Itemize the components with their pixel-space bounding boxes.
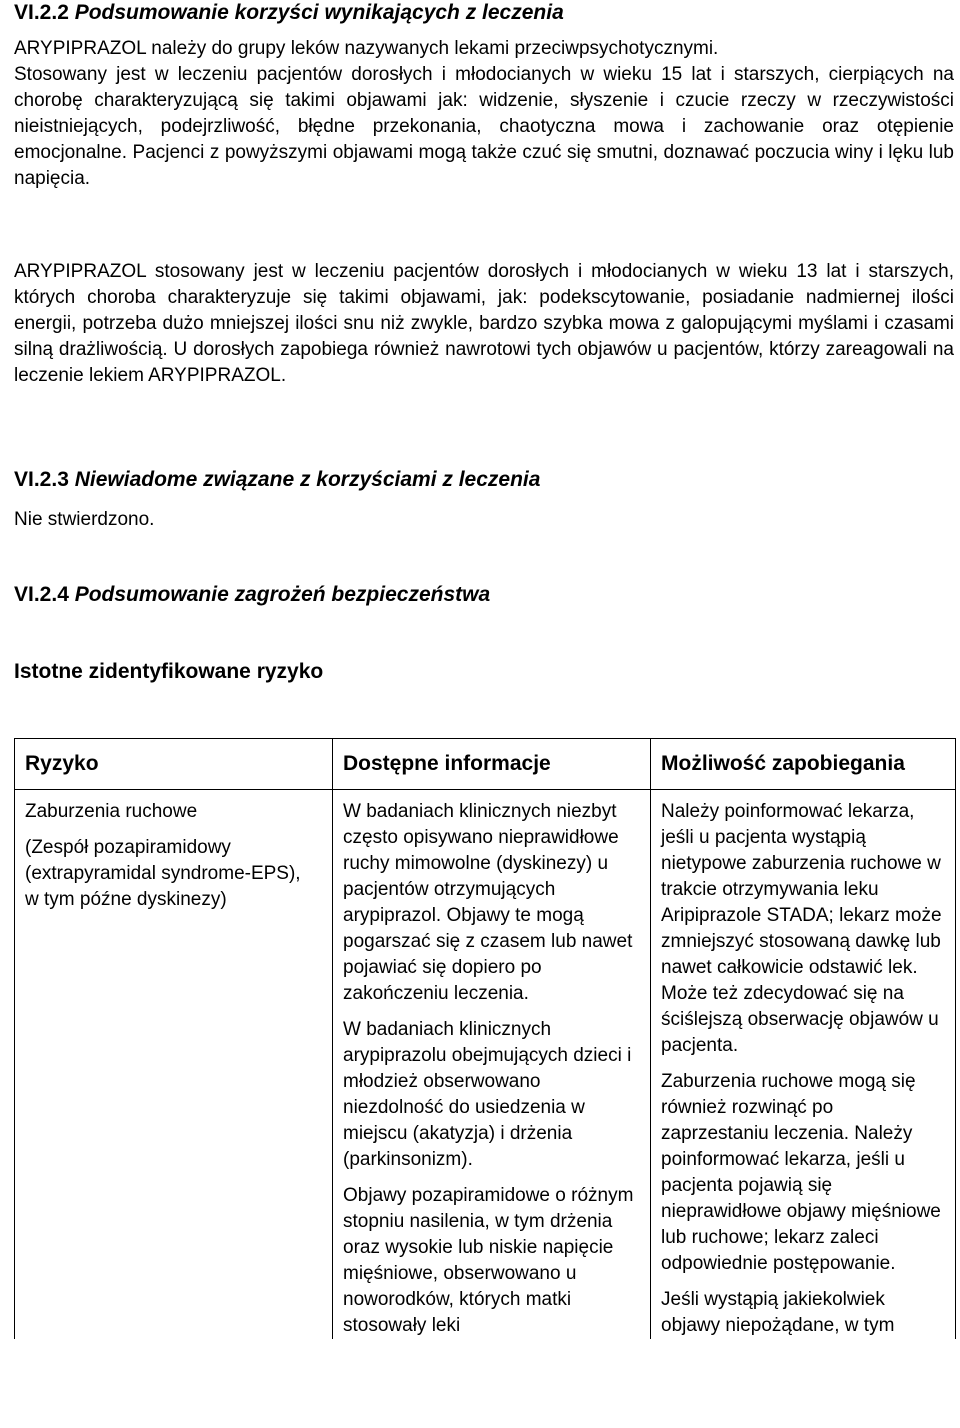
section-2-2-number: VI.2.2 xyxy=(14,1,69,24)
section-2-2-intro: ARYPIPRAZOL należy do grupy leków nazywanych lekami przeciwpsychotycznymi. xyxy=(14,38,719,59)
risk-table-header-prevention: Możliwość zapobiegania xyxy=(651,739,956,790)
prevention-paragraph-2: Zaburzenia ruchowe mogą się również rozwinąć po zaprzestaniu leczenia. Należy poinformować lekarza, jeśli u pacjenta pojawią się nieprawidłowe objawy mięśniowe lub ruchowe; lekarz zaleci odpowiednie postępowanie. xyxy=(661,1071,941,1274)
risk-description: (Zespół pozapiramidowy (extrapyramidal syndrome-EPS), w tym późne dyskinezy) xyxy=(25,837,301,910)
section-2-2-title: Podsumowanie korzyści wynikających z leczenia xyxy=(74,1,564,24)
risk-cell xyxy=(15,790,333,1340)
section-2-3-number: VI.2.3 xyxy=(14,468,69,491)
section-2-3-title: Niewiadome związane z korzyściami z leczenia xyxy=(74,468,541,491)
section-2-2-paragraph-2: ARYPIPRAZOL stosowany jest w leczeniu pacjentów dorosłych i młodocianych w wieku 13 lat i starszych, których choroba charakteryzuje się takimi objawami, jak: podekscytowanie, posiadanie nadmiernej ilości energii, potrzeba dużo mniejszej ilości snu niż zwykle, bardzo szybka mowa z galopującymi myślami i czasami silną drażliwością. U dorosłych zapobiega również nawrotowi tych objawów u pacjentów, którzy zareagowali na leczenie lekiem ARYPIPRAZOL. xyxy=(14,261,954,386)
section-2-2-paragraph-1: Stosowany jest w leczeniu pacjentów dorosłych i młodocianych w wieku 15 lat i starszych, cierpiących na chorobę charakteryzującą się takimi objawami jak: widzenie, słyszenie i czucie rzeczy w rzeczywistości nieistniejących, podejrzliwość, błędne przekonania, chaotyczna mowa i zachowanie oraz otępienie emocjonalne. Pacjenci z powyższymi objawami mogą także czuć się smutni, doznawać poczucia winy i lęku lub napięcia. xyxy=(14,64,954,189)
section-2-2-heading xyxy=(14,0,954,26)
risk-table-header-row xyxy=(15,739,956,790)
section-2-4-heading xyxy=(14,582,954,608)
section-2-4-subtitle: Istotne zidentyfikowane ryzyko xyxy=(14,660,324,683)
section-2-4-title: Podsumowanie zagrożeń bezpieczeństwa xyxy=(74,583,491,606)
section-2-4-number: VI.2.4 xyxy=(14,583,69,606)
risk-name: Zaburzenia ruchowe xyxy=(25,801,198,822)
risk-table-header-risk: Ryzyko xyxy=(15,739,333,790)
section-2-3-heading xyxy=(14,467,954,493)
section-2-3-text: Nie stwierdzono. xyxy=(14,509,155,530)
info-paragraph-1: W badaniach klinicznych niezbyt często opisywano nieprawidłowe ruchy mimowolne (dyskinezy) u pacjentów otrzymujących arypiprazol. Objawy te mogą pogarszać się z czasem lub nawet pojawiać się dopiero po zakończeniu leczenia. xyxy=(343,801,633,1004)
prevention-paragraph-3: Jeśli wystąpią jakiekolwiek objawy niepożądane, w tym xyxy=(661,1289,895,1336)
risk-table-header-info: Dostępne informacje xyxy=(333,739,651,790)
info-cell xyxy=(333,790,651,1340)
info-paragraph-3: Objawy pozapiramidowe o różnym stopniu nasilenia, w tym drżenia oraz wysokie lub niskie napięcie mięśniowe, obserwowano u noworodków, których matki stosowały leki xyxy=(343,1185,634,1336)
risk-table xyxy=(14,738,956,1339)
table-row xyxy=(15,790,956,1340)
info-paragraph-2: W badaniach klinicznych arypiprazolu obejmujących dzieci i młodzież obserwowano niezdolność do usiedzenia w miejscu (akatyzja) i drżenia (parkinsonizm). xyxy=(343,1019,632,1170)
prevention-cell xyxy=(651,790,956,1340)
prevention-paragraph-1: Należy poinformować lekarza, jeśli u pacjenta wystąpią nietypowe zaburzenia ruchowe w trakcie otrzymywania leku Aripiprazole STADA; lekarz może zmniejszyć stosowaną dawkę lub nawet całkowicie odstawić lek. Może też zdecydować się na ściślejszą obserwację objawów u pacjenta. xyxy=(661,801,942,1056)
